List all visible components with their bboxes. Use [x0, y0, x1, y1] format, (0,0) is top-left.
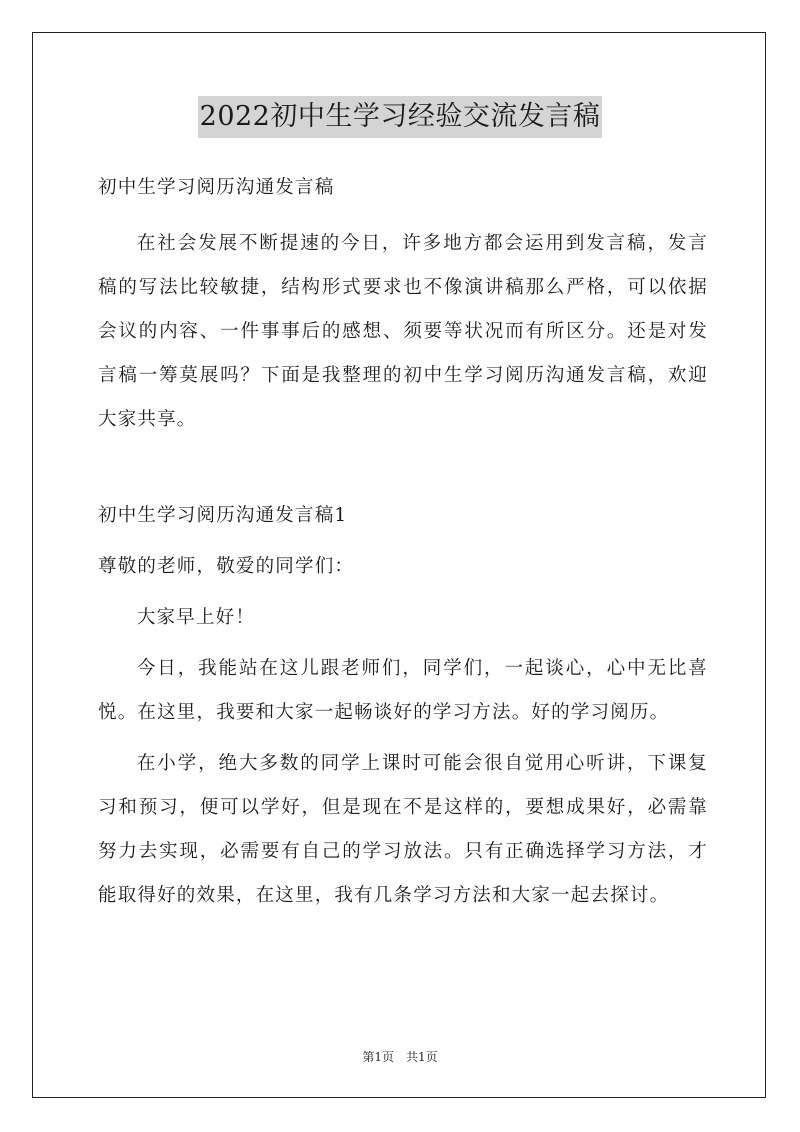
document-title-wrapper: [0, 96, 800, 138]
greeting: 大家早上好！: [136, 607, 256, 628]
section-heading: 初中生学习阅历沟通发言稿1: [98, 505, 348, 526]
document-subtitle: 初中生学习阅历沟通发言稿: [98, 177, 335, 198]
body-paragraph-2: 在小学，绝大多数的同学上课时可能会很自觉用心听讲，下课复习和预习，便可以学好，但是现在不是这样的，要想成果好，必需靠努力去实现，必需要有自己的学习放法。只有正确选择学习方法，才能取得好的效果，在这里，我有几条学习方法和大家一起去探讨。: [98, 753, 708, 906]
body-paragraph-1: 今日，我能站在这儿跟老师们，同学们，一起谈心，心中无比喜悦。在这里，我要和大家一起畅谈好的学习方法。好的学习阅历。: [98, 658, 708, 723]
page-footer: 第1页 共1页: [362, 1050, 438, 1064]
document-body: [98, 166, 708, 918]
salutation: 尊敬的老师，敬爱的同学们：: [98, 556, 355, 577]
intro-paragraph: 在社会发展不断提速的今日，许多地方都会运用到发言稿，发言稿的写法比较敏捷，结构形式要求也不像演讲稿那么严格，可以依据会议的内容、一件事事后的感想、须要等状况而有所区分。还是对发言稿一筹莫展吗？下面是我整理的初中生学习阅历沟通发言稿，欢迎大家共享。: [98, 233, 708, 430]
document-title: 2022初中生学习经验交流发言稿: [198, 96, 603, 138]
